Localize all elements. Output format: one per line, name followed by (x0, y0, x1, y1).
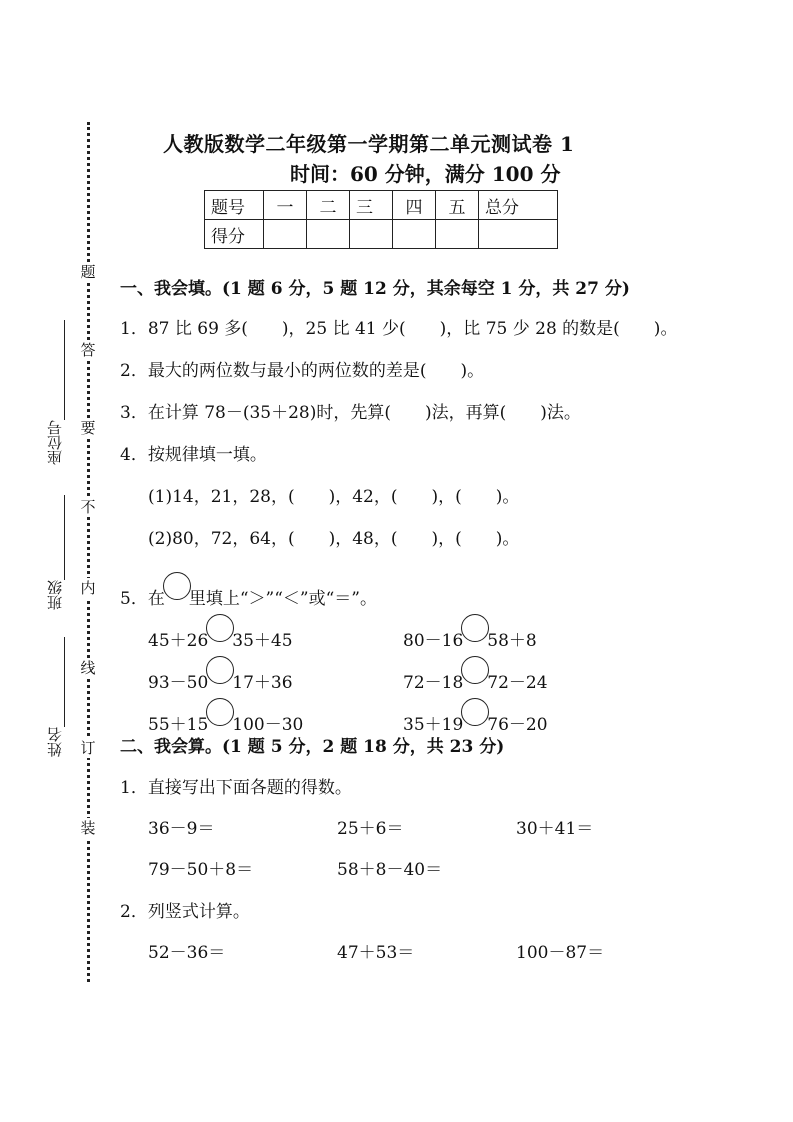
compare-left: 55＋15 (148, 715, 209, 735)
score-header-cell: 五 (436, 191, 479, 220)
calc-item: 36－9＝ (148, 819, 215, 839)
calc-item: 79－50＋8＝ (148, 860, 254, 880)
margin-char: 装 (80, 819, 96, 837)
score-cell[interactable] (264, 220, 307, 249)
margin-char: 答 (80, 341, 96, 359)
circle-icon (163, 572, 191, 600)
score-cell[interactable] (436, 220, 479, 249)
seat-number-label: 座位号 (46, 420, 64, 465)
compare-left: 80－16 (403, 631, 464, 651)
calc-item: 58＋8－40＝ (337, 860, 443, 880)
compare-right: 100－30 (232, 715, 304, 735)
score-cell[interactable] (350, 220, 393, 249)
score-cell[interactable] (393, 220, 436, 249)
score-cell[interactable] (307, 220, 350, 249)
section1-heading: 一、我会填。(1 题 6 分，5 题 12 分，其余每空 1 分，共 27 分) (120, 279, 630, 299)
vertical-calc-item: 52－36＝ (148, 943, 226, 963)
margin-char: 不 (80, 498, 96, 516)
score-header-cell: 二 (307, 191, 350, 220)
compare-right: 17＋36 (232, 673, 293, 693)
compare-right: 35＋45 (232, 631, 293, 651)
score-row-label: 得分 (205, 220, 264, 249)
question-1-5-prefix: 5．在 (120, 589, 165, 609)
score-header-cell: 四 (393, 191, 436, 220)
seat-number-line[interactable] (64, 320, 65, 420)
exam-subtitle: 时间：60 分钟，满分 100 分 (290, 162, 561, 186)
vertical-calc-item: 47＋53＝ (337, 943, 415, 963)
compare-circle-input[interactable] (461, 698, 489, 726)
question-1-4: 4．按规律填一填。 (120, 445, 267, 465)
compare-left: 35＋19 (403, 715, 464, 735)
exam-title: 人教版数学二年级第一学期第二单元测试卷 1 (163, 132, 575, 156)
question-1-3: 3．在计算 78－(35＋28)时，先算( )法，再算( )法。 (120, 403, 581, 423)
compare-left: 45＋26 (148, 631, 209, 651)
compare-circle-input[interactable] (461, 614, 489, 642)
margin-char: 订 (80, 739, 96, 757)
compare-right: 76－20 (487, 715, 548, 735)
question-1-1: 1．87 比 69 多( )，25 比 41 少( )，比 75 少 28 的数是( )。 (120, 319, 678, 339)
score-header-cell: 一 (264, 191, 307, 220)
question-1-2: 2．最大的两位数与最小的两位数的差是( )。 (120, 361, 485, 381)
binding-dotted-line (87, 122, 90, 982)
question-2-2: 2．列竖式计算。 (120, 902, 250, 922)
compare-right: 58＋8 (487, 631, 537, 651)
question-1-4-1: (1)14，21，28，( )，42，( )，( )。 (148, 487, 520, 507)
compare-item (403, 614, 537, 652)
score-table (204, 190, 558, 249)
name-field[interactable] (46, 727, 66, 757)
score-table-header-row (205, 191, 558, 220)
question-1-5-suffix: 里填上“＞”“＜”或“＝”。 (188, 589, 377, 609)
margin-char: 要 (80, 419, 96, 437)
compare-circle-input[interactable] (206, 698, 234, 726)
name-line[interactable] (64, 637, 65, 727)
margin-char: 内 (80, 579, 96, 597)
compare-left: 93－50 (148, 673, 209, 693)
compare-circle-input[interactable] (206, 614, 234, 642)
section2-heading: 二、我会算。(1 题 5 分，2 题 18 分，共 23 分) (120, 737, 505, 757)
class-label: 班级 (46, 580, 64, 610)
margin-char: 题 (80, 263, 96, 281)
class-field[interactable] (46, 580, 66, 610)
compare-right: 72－24 (487, 673, 548, 693)
compare-item (148, 656, 293, 694)
margin-char: 线 (80, 659, 96, 677)
class-line[interactable] (64, 495, 65, 580)
question-1-5 (120, 572, 377, 610)
question-2-1: 1．直接写出下面各题的得数。 (120, 778, 352, 798)
name-label: 姓名 (46, 727, 64, 757)
compare-circle-input[interactable] (206, 656, 234, 684)
calc-item: 25＋6＝ (337, 819, 404, 839)
seat-number-field[interactable] (46, 420, 66, 465)
compare-item (403, 698, 548, 736)
compare-item (148, 614, 293, 652)
score-header-cell: 三 (350, 191, 393, 220)
compare-item (148, 698, 303, 736)
score-table-score-row (205, 220, 558, 249)
calc-item: 30＋41＝ (516, 819, 594, 839)
compare-left: 72－18 (403, 673, 464, 693)
question-1-4-2: (2)80，72，64，( )，48，( )，( )。 (148, 529, 520, 549)
compare-circle-input[interactable] (461, 656, 489, 684)
score-header-cell: 总分 (479, 191, 558, 220)
compare-item (403, 656, 548, 694)
score-header-cell: 题号 (205, 191, 264, 220)
vertical-calc-item: 100－87＝ (516, 943, 605, 963)
score-cell-total[interactable] (479, 220, 558, 249)
